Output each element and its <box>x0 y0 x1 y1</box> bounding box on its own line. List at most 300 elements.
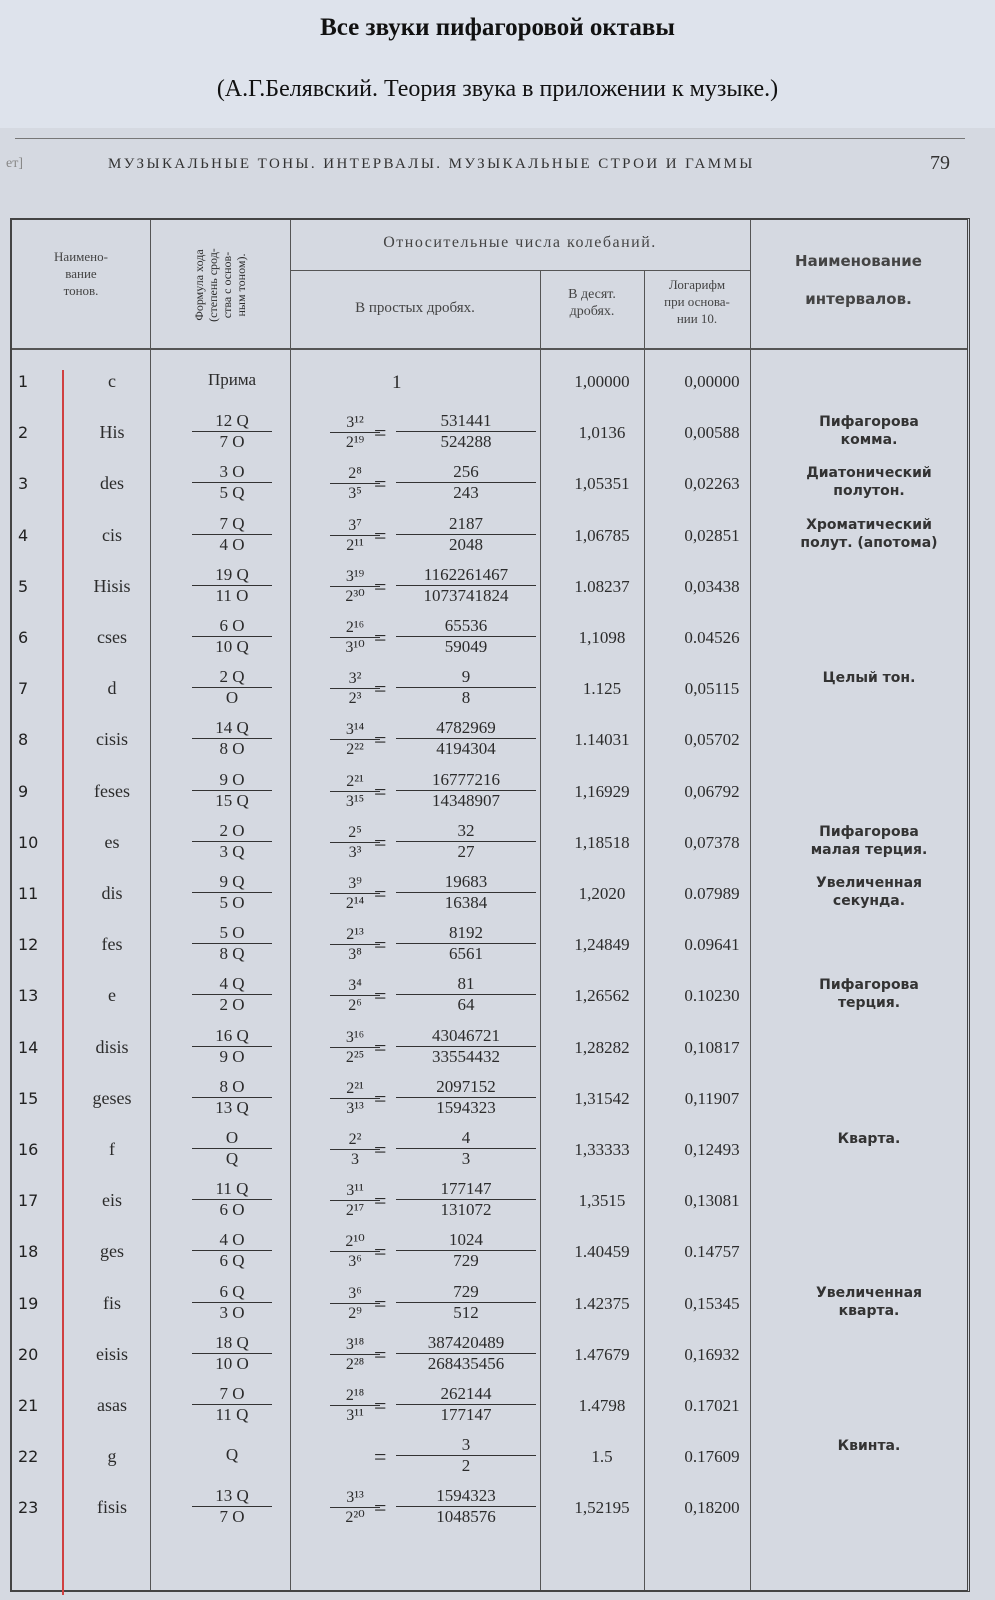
ratio-denominator: 1594323 <box>436 1097 496 1117</box>
log-value: 0.09641 <box>684 935 740 955</box>
table-row <box>12 409 967 460</box>
power-denominator: 3¹³ <box>346 1099 364 1117</box>
interval-name: Квинта. <box>837 1438 901 1455</box>
log-value: 0,05702 <box>684 730 740 750</box>
formula-numerator: 12 Q <box>192 411 272 432</box>
formula-cell <box>192 718 272 758</box>
power-fraction <box>330 618 380 657</box>
formula-numerator: 16 Q <box>192 1026 272 1047</box>
table-row <box>12 1280 967 1331</box>
power-denominator: 2⁹ <box>348 1304 362 1322</box>
ratio-denominator: 2 <box>461 1456 471 1476</box>
equals-sign: = <box>374 471 387 497</box>
ratio-denominator: 64 <box>457 995 475 1015</box>
power-numerator: 2⁵ <box>330 823 380 843</box>
formula-numerator: 5 O <box>192 923 272 944</box>
decimal-value: 1,0136 <box>578 423 626 443</box>
power-numerator: 3¹¹ <box>330 1181 380 1201</box>
row-number: 8 <box>18 730 29 750</box>
log-value: 0,00588 <box>684 423 740 443</box>
header-simple: В простых дробях. <box>355 300 475 316</box>
ratio-fraction <box>396 1128 536 1168</box>
formula-denominator: 11 Q <box>215 1405 249 1424</box>
power-numerator: 3¹² <box>330 413 380 433</box>
power-denominator: 3¹⁰ <box>345 639 365 656</box>
equals-sign: = <box>374 727 387 753</box>
row-number: 13 <box>18 986 39 1006</box>
decimal-value: 1.40459 <box>574 1242 630 1262</box>
ratio-numerator: 387420489 <box>396 1333 536 1354</box>
formula-denominator: 3 O <box>219 1302 245 1322</box>
equals-sign: = <box>374 1085 387 1111</box>
row-number: 21 <box>18 1396 39 1415</box>
table-row <box>12 1433 967 1484</box>
running-header <box>0 150 995 180</box>
decimal-value: 1,1098 <box>578 628 626 647</box>
power-numerator: 2² <box>330 1130 380 1150</box>
ratio-denominator: 33554432 <box>432 1046 500 1066</box>
tone-name: geses <box>92 1087 132 1108</box>
ratio-numerator: 531441 <box>396 411 536 432</box>
formula-denominator: 10 O <box>215 1353 249 1373</box>
power-numerator: 3⁷ <box>330 516 380 536</box>
formula-numerator: 4 Q <box>192 974 272 995</box>
table-row <box>12 1228 967 1279</box>
ratio-numerator: 1594323 <box>396 1486 536 1507</box>
ratio-fraction <box>396 616 536 656</box>
equals-sign: = <box>374 1393 387 1418</box>
log-value: 0,03438 <box>684 576 740 596</box>
top-rule <box>15 138 965 139</box>
row-number: 15 <box>18 1088 39 1108</box>
ratio-fraction <box>396 514 536 554</box>
formula-cell <box>192 974 272 1014</box>
interval-name: Пифагорова комма. <box>819 414 919 449</box>
equals-sign: = <box>374 983 387 1009</box>
decimal-value: 1,18518 <box>574 832 630 852</box>
formula-numerator: 9 Q <box>192 872 272 893</box>
log-value: 0,11907 <box>684 1088 740 1108</box>
table-row <box>12 512 967 563</box>
tone-name: eis <box>102 1190 122 1211</box>
row-number: 2 <box>18 423 29 443</box>
power-fraction <box>330 669 380 708</box>
header-tone-name: Наимено- вание тонов. <box>54 249 108 298</box>
formula-denominator: 9 O <box>219 1046 245 1066</box>
tone-name: fes <box>101 934 123 955</box>
row-number: 10 <box>18 832 39 852</box>
table-row <box>12 921 967 972</box>
formula-cell <box>192 514 272 554</box>
ratio-numerator: 4782969 <box>396 718 536 739</box>
header-relative: Относительные числа колебаний. <box>383 234 657 251</box>
formula-cell <box>192 1435 272 1464</box>
power-denominator: 2²² <box>346 741 364 759</box>
formula-numerator: 2 Q <box>192 667 272 688</box>
table-row <box>12 870 967 921</box>
decimal-value: 1,16929 <box>574 781 630 801</box>
row-number: 6 <box>18 628 29 647</box>
header-subrule <box>290 270 750 271</box>
tone-name: disis <box>95 1036 129 1057</box>
ratio-numerator: 3 <box>396 1435 536 1456</box>
interval-name: Пифагорова малая терция. <box>810 823 928 858</box>
tone-name: cisis <box>95 729 128 750</box>
tone-name: His <box>99 422 125 443</box>
table-row <box>12 1177 967 1228</box>
tone-name: des <box>100 473 124 494</box>
power-numerator: 2⁸ <box>330 464 380 484</box>
power-denominator: 3¹⁵ <box>345 792 365 810</box>
decimal-value: 1,05351 <box>574 474 630 494</box>
ratio-numerator: 65536 <box>396 616 536 637</box>
row-number: 1 <box>18 372 29 391</box>
ratio-denominator: 3 <box>461 1149 471 1168</box>
formula-denominator: 7 O <box>219 432 245 452</box>
tone-name: f <box>109 1139 115 1159</box>
formula-numerator: 14 Q <box>192 718 272 739</box>
log-value: 0.04526 <box>684 628 740 647</box>
formula-cell <box>192 923 272 963</box>
ratio-denominator: 268435456 <box>427 1353 505 1373</box>
formula-cell <box>192 667 272 707</box>
equals-sign: = <box>374 1188 387 1214</box>
log-value: 0,02263 <box>684 474 740 494</box>
ratio-numerator: 256 <box>396 462 536 483</box>
power-numerator: 2¹⁶ <box>330 618 380 638</box>
decimal-value: 1.47679 <box>574 1344 630 1364</box>
formula-cell <box>192 770 272 810</box>
power-numerator: 3¹⁸ <box>330 1335 380 1355</box>
power-fraction <box>330 1488 380 1527</box>
formula-denominator: 2 O <box>219 995 245 1015</box>
log-value: 0,00000 <box>684 372 740 391</box>
ratio-fraction <box>396 770 536 810</box>
power-fraction <box>330 567 380 606</box>
formula-denominator: 10 Q <box>215 637 249 656</box>
header-decimal: В десят. дробях. <box>568 287 616 319</box>
page-title: Все звуки пифагоровой октавы <box>320 14 675 41</box>
equals-sign: = <box>374 1444 387 1470</box>
power-denominator: 2¹¹ <box>346 536 364 554</box>
table-row <box>12 614 967 665</box>
table-row <box>12 358 967 409</box>
formula-cell <box>192 1230 272 1270</box>
ratio-denominator: 8 <box>461 688 471 708</box>
power-denominator: 3¹¹ <box>346 1407 364 1424</box>
ratio-denominator: 512 <box>453 1302 479 1322</box>
log-value: 0.10230 <box>684 986 740 1006</box>
ratio-fraction <box>396 821 536 861</box>
ratio-fraction <box>396 565 536 605</box>
formula-denominator: 5 Q <box>219 483 245 503</box>
row-number: 3 <box>18 474 29 494</box>
decimal-value: 1.14031 <box>574 730 630 750</box>
decimal-value: 1,33333 <box>574 1140 630 1159</box>
formula-cell <box>192 1077 272 1117</box>
ratio-numerator: 1162261467 <box>396 565 536 586</box>
table-row <box>12 460 967 511</box>
formula-denominator: 6 O <box>219 1200 245 1220</box>
power-fraction <box>330 464 380 503</box>
formula-cell <box>192 411 272 451</box>
ratio-fraction <box>396 718 536 758</box>
log-value: 0,13081 <box>684 1191 740 1211</box>
power-numerator: 3¹⁴ <box>330 720 380 740</box>
power-numerator: 2²¹ <box>330 1079 380 1099</box>
ratio-numerator: 729 <box>396 1282 536 1303</box>
table-row <box>12 1331 967 1382</box>
row-number: 16 <box>18 1140 39 1159</box>
power-denominator: 3⁶ <box>348 1253 362 1271</box>
interval-name: Увеличенная секунда. <box>815 875 923 909</box>
log-value: 0,18200 <box>684 1498 740 1518</box>
power-denominator: 2¹⁴ <box>345 895 365 912</box>
ratio-denominator: 59049 <box>444 637 488 656</box>
ratio-denominator: 524288 <box>440 432 492 452</box>
ratio-fraction <box>396 923 536 963</box>
formula-denominator: Q <box>225 1149 239 1168</box>
table-row <box>12 1382 967 1433</box>
equals-sign: = <box>374 881 387 906</box>
power-denominator: 2²⁰ <box>345 1509 365 1527</box>
row-number: 14 <box>18 1037 39 1057</box>
equals-sign: = <box>374 625 387 650</box>
decimal-value: 1,2020 <box>578 884 626 903</box>
log-value: 0.14757 <box>684 1242 740 1262</box>
formula-numerator: 7 O <box>192 1384 272 1405</box>
equals-sign: = <box>374 676 387 702</box>
ratio-fraction <box>396 667 536 707</box>
formula-numerator: 18 Q <box>192 1333 272 1354</box>
power-fraction <box>330 772 380 811</box>
equals-sign: = <box>374 1137 387 1162</box>
formula-numerator: O <box>192 1128 272 1149</box>
formula-numerator: 2 O <box>192 821 272 842</box>
power-denominator: 2¹⁷ <box>345 1202 365 1220</box>
row-number: 20 <box>18 1344 39 1364</box>
table-row <box>12 563 967 614</box>
simple-value: 1 <box>392 372 402 393</box>
interval-name: Целый тон. <box>822 670 916 687</box>
formula-numerator: 9 O <box>192 770 272 791</box>
log-value: 0,06792 <box>684 781 740 801</box>
row-number: 12 <box>18 935 39 955</box>
decimal-value: 1,3515 <box>578 1191 626 1211</box>
decimal-value: 1,24849 <box>574 935 630 955</box>
power-fraction <box>330 1130 380 1169</box>
formula-cell <box>192 821 272 861</box>
ratio-denominator: 2048 <box>449 534 483 554</box>
formula-cell <box>192 872 272 912</box>
ratio-denominator: 131072 <box>440 1200 492 1220</box>
tone-name: fis <box>103 1292 121 1313</box>
table-row <box>12 716 967 767</box>
log-value: 0.07989 <box>684 884 740 903</box>
ratio-numerator: 32 <box>396 821 536 842</box>
decimal-value: 1,52195 <box>574 1498 630 1518</box>
ratio-numerator: 2187 <box>396 514 536 535</box>
equals-sign: = <box>374 1495 387 1521</box>
power-numerator: 3⁶ <box>330 1284 380 1304</box>
table-row <box>12 1484 967 1535</box>
formula-cell <box>192 616 272 656</box>
power-numerator: 3¹³ <box>330 1488 380 1508</box>
equals-sign: = <box>374 573 387 599</box>
power-denominator: 3⁵ <box>348 485 362 503</box>
log-value: 0,07378 <box>684 832 740 852</box>
log-value: 0,15345 <box>684 1293 740 1313</box>
equals-sign: = <box>374 829 387 855</box>
formula-denominator: 8 O <box>219 739 245 759</box>
formula-numerator: 7 Q <box>192 514 272 535</box>
equals-sign: = <box>374 932 387 958</box>
power-denominator: 2²⁵ <box>345 1048 365 1066</box>
ratio-fraction <box>396 1333 536 1373</box>
header-log: Логарифм при основа- нии 10. <box>664 277 730 326</box>
tone-name: feses <box>94 780 130 801</box>
log-value: 0.17609 <box>684 1447 740 1467</box>
ratio-fraction <box>396 462 536 502</box>
tone-name: asas <box>97 1395 127 1415</box>
row-number: 23 <box>18 1498 39 1518</box>
header-formula: Формула хода (степень срод- ства с основ- ным тоном). <box>192 248 248 322</box>
power-denominator: 2³ <box>348 690 362 708</box>
formula-cell <box>192 1486 272 1526</box>
formula-numerator: 6 O <box>192 616 272 637</box>
row-number: 22 <box>18 1447 39 1467</box>
tone-name: ges <box>100 1241 124 1262</box>
power-fraction <box>330 1386 380 1425</box>
power-fraction <box>330 976 380 1015</box>
tone-name: es <box>104 831 120 852</box>
power-denominator: 2⁶ <box>348 997 362 1015</box>
ratio-fraction <box>396 1026 536 1066</box>
interval-name: Кварта. <box>837 1131 901 1147</box>
formula-cell <box>192 1384 272 1424</box>
decimal-value: 1.5 <box>591 1447 613 1467</box>
row-number: 19 <box>18 1293 39 1313</box>
power-numerator: 2¹⁸ <box>330 1386 380 1406</box>
tone-name: fisis <box>96 1497 127 1518</box>
power-fraction <box>330 1284 380 1323</box>
page-subtitle: (А.Г.Белявский. Теория звука в приложении к музыке.) <box>216 76 779 102</box>
table-row <box>12 768 967 819</box>
formula-denominator: 13 Q <box>215 1097 249 1117</box>
decimal-value: 1.08237 <box>574 576 630 596</box>
ratio-fraction <box>396 1179 536 1219</box>
power-denominator: 3⁸ <box>348 946 362 964</box>
ratio-fraction <box>396 1282 536 1322</box>
ratio-numerator: 4 <box>396 1128 536 1149</box>
decimal-value: 1,28282 <box>574 1037 630 1057</box>
formula-denominator: 5 O <box>219 893 245 912</box>
log-value: 0,16932 <box>684 1344 740 1364</box>
equals-sign: = <box>374 778 387 804</box>
power-numerator: 3¹⁶ <box>330 1028 380 1048</box>
formula-denominator: 8 Q <box>219 944 245 964</box>
ratio-numerator: 8192 <box>396 923 536 944</box>
formula-numerator: 4 O <box>192 1230 272 1251</box>
row-number: 9 <box>18 781 29 801</box>
formula-cell <box>192 1282 272 1322</box>
power-fraction <box>330 1232 380 1271</box>
power-denominator: 2³⁰ <box>345 587 365 605</box>
power-numerator: 2²¹ <box>330 772 380 792</box>
power-fraction <box>330 823 380 862</box>
power-fraction <box>330 1335 380 1374</box>
interval-name: Увеличенная кварта. <box>815 1284 923 1319</box>
formula-cell <box>192 360 272 389</box>
page-number: 79 <box>930 152 950 174</box>
formula-cell <box>192 565 272 605</box>
ratio-denominator: 16384 <box>444 893 488 912</box>
formula-numerator: 3 O <box>192 462 272 483</box>
row-number: 4 <box>18 525 29 545</box>
decimal-value: 1.42375 <box>574 1293 630 1313</box>
tone-name: e <box>108 985 116 1006</box>
tones-table <box>10 218 970 1592</box>
header-interval: Наименование интервалов. <box>795 252 922 308</box>
log-value: 0,10817 <box>684 1037 740 1057</box>
formula-numerator: 19 Q <box>192 565 272 586</box>
ratio-fraction <box>396 1384 536 1424</box>
ratio-fraction <box>396 974 536 1014</box>
formula-denominator: 4 O <box>219 534 245 554</box>
row-number: 18 <box>18 1242 39 1262</box>
power-fraction <box>330 1079 380 1118</box>
log-value: 0,02851 <box>684 525 740 545</box>
equals-sign: = <box>374 1290 387 1316</box>
tone-name: g <box>107 1446 117 1467</box>
interval-name: Пифагорова терция. <box>819 977 919 1012</box>
ratio-denominator: 1073741824 <box>423 585 509 605</box>
power-numerator: 2¹³ <box>330 925 380 945</box>
equals-sign: = <box>374 1341 387 1367</box>
row-number: 5 <box>18 576 29 596</box>
formula-numerator: 11 Q <box>192 1179 272 1200</box>
row-number: 17 <box>18 1191 39 1211</box>
power-numerator: 3² <box>330 669 380 689</box>
ratio-denominator: 243 <box>453 483 479 503</box>
log-value: 0,12493 <box>684 1140 740 1159</box>
power-denominator: 2¹⁹ <box>345 434 365 452</box>
formula-numerator: 8 O <box>192 1077 272 1098</box>
decimal-value: 1,06785 <box>574 525 630 545</box>
formula-cell <box>192 1026 272 1066</box>
formula-single: Q <box>225 1445 239 1465</box>
table-row <box>12 819 967 870</box>
ratio-denominator: 1048576 <box>436 1507 496 1527</box>
power-fraction <box>330 925 380 964</box>
equals-sign: = <box>374 1034 387 1060</box>
ratio-numerator: 262144 <box>396 1384 536 1405</box>
ratio-fraction <box>396 872 536 912</box>
formula-numerator: 6 Q <box>192 1282 272 1303</box>
decimal-value: 1.4798 <box>578 1396 626 1415</box>
power-fraction <box>330 413 380 452</box>
ratio-numerator: 177147 <box>396 1179 536 1200</box>
formula-single: Прима <box>207 370 257 389</box>
tone-name: c <box>108 371 116 391</box>
equals-sign: = <box>374 1239 387 1265</box>
power-fraction <box>330 874 380 913</box>
formula-cell <box>192 1179 272 1219</box>
tone-name: cis <box>102 524 122 545</box>
ratio-fraction <box>396 411 536 451</box>
tone-name: eisis <box>95 1343 128 1364</box>
ratio-numerator: 16777216 <box>396 770 536 791</box>
